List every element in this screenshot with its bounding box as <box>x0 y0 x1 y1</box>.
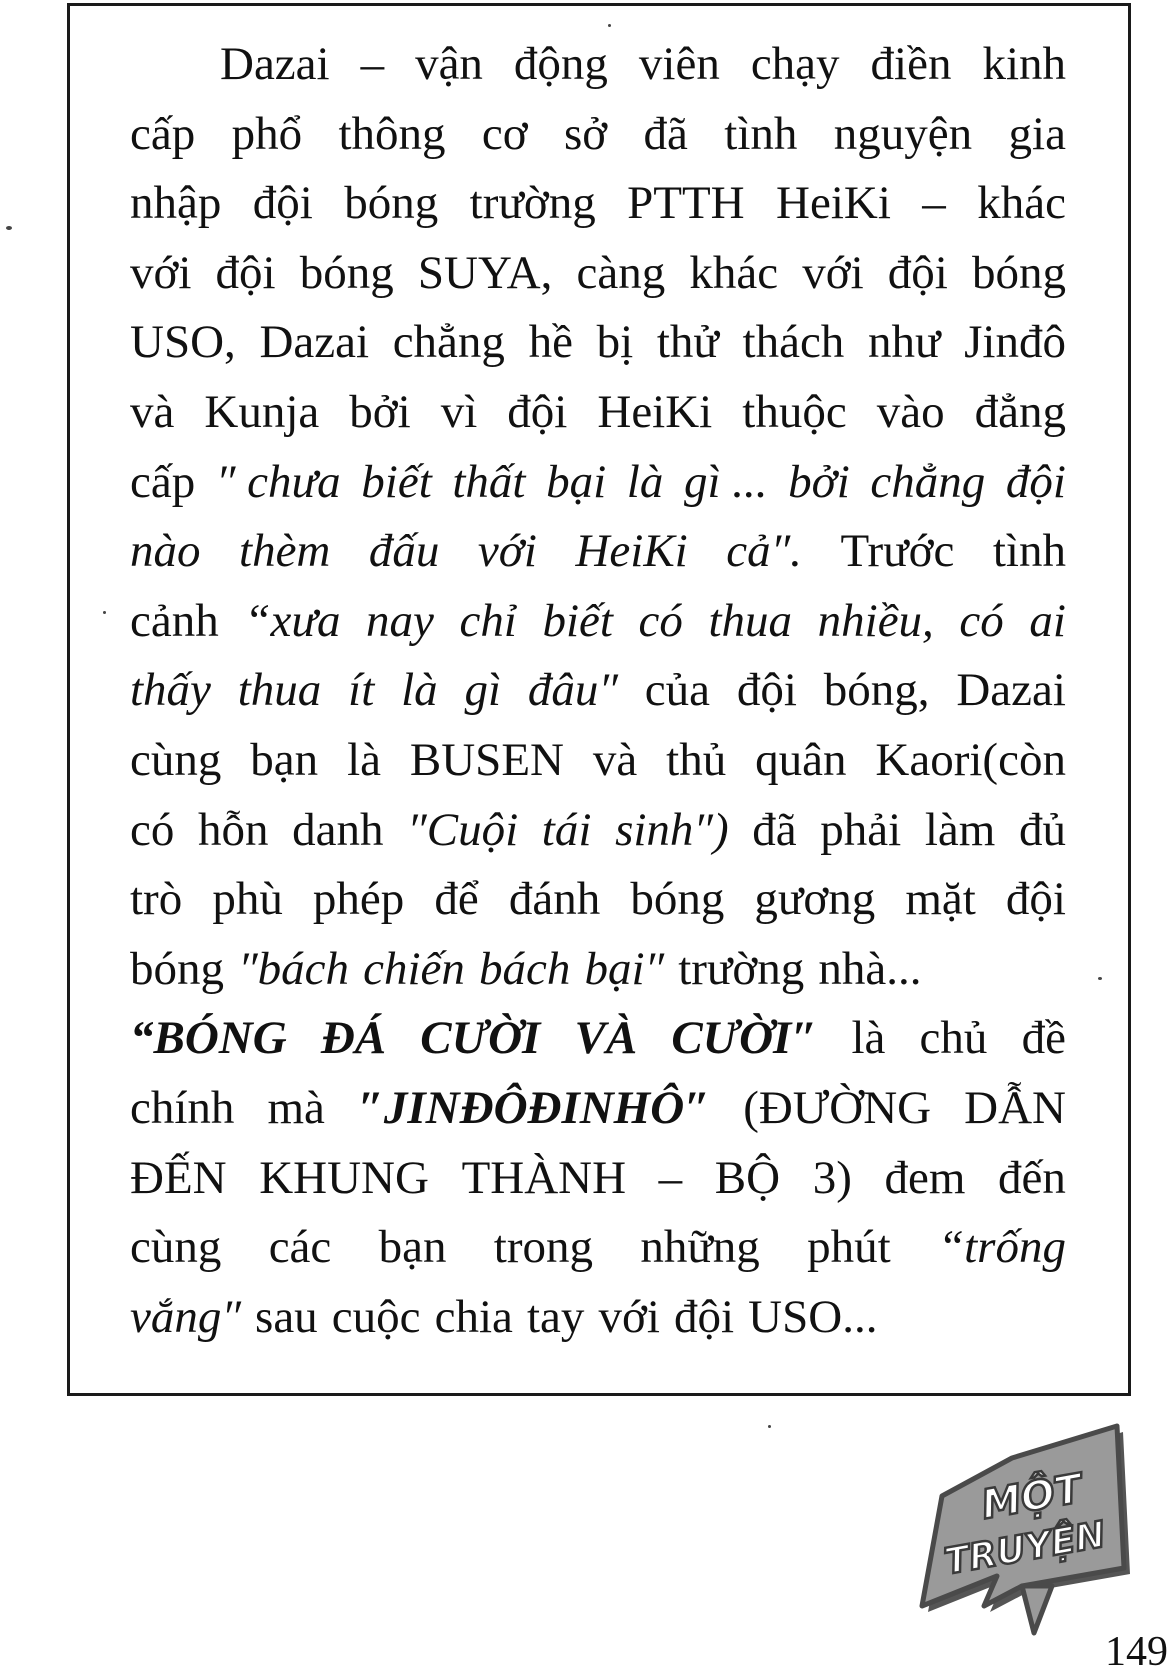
text-line: “BÓNG ĐÁ CƯỜI VÀ CƯỜI″ là chủ đề <box>130 1012 1066 1065</box>
scan-speck <box>103 611 106 614</box>
scan-speck <box>608 24 611 27</box>
text-line: nào thèm đấu với HeiKi cả″. Trước tình <box>130 525 1066 578</box>
text-line: có hỗn danh ″Cuội tái sinh″) đã phải làm đủ <box>130 803 1066 856</box>
passage <box>130 30 1066 1352</box>
text-line: USO, Dazai chẳng hề bị thử thách như Jinđô <box>130 316 1066 369</box>
watermark-line1: MỘT <box>977 1465 1086 1529</box>
text-line: nhập đội bóng trường PTTH HeiKi – khác <box>130 177 1066 230</box>
watermark-tail <box>1022 1586 1052 1633</box>
text-line: chính mà ″JINĐÔĐINHÔ″ (ĐƯỜNG DẪN <box>130 1081 1066 1134</box>
watermark-line2: TRUYỆN <box>941 1514 1109 1583</box>
text-line: cùng bạn là BUSEN và thủ quân Kaori(còn <box>130 733 1066 786</box>
scan-speck <box>1098 977 1102 980</box>
text-line: với đội bóng SUYA, càng khác với đội bóng <box>130 246 1066 299</box>
text-line: và Kunja bởi vì đội HeiKi thuộc vào đẳng <box>130 385 1066 438</box>
text-line: ĐẾN KHUNG THÀNH – BỘ 3) đem đến <box>130 1151 1066 1204</box>
text-line: cùng các bạn trong những phút “trống <box>130 1221 1066 1274</box>
text-line: trò phù phép để đánh bóng gương mặt đội <box>130 873 1066 926</box>
text-line: vắng″ sau cuộc chia tay với đội USO... <box>130 1290 878 1343</box>
text-line: bóng ″bách chiến bách bại″ trường nhà... <box>130 942 922 995</box>
text-line: cấp ″ chưa biết thất bại là gì ... bởi chẳng đội <box>130 455 1066 508</box>
text-line: cấp phổ thông cơ sở đã tình nguyện gia <box>130 107 1066 160</box>
text-line: Dazai – vận động viên chạy điền kinh <box>220 38 1066 90</box>
watermark-logo <box>902 1418 1132 1648</box>
text-line: cảnh “xưa nay chỉ biết có thua nhiều, có ai <box>130 594 1066 647</box>
scan-speck <box>6 226 12 230</box>
scan-speck <box>768 1425 771 1428</box>
text-line: thấy thua ít là gì đâu″ của đội bóng, Dazai <box>130 664 1066 717</box>
page-number: 149 <box>1105 1629 1168 1675</box>
